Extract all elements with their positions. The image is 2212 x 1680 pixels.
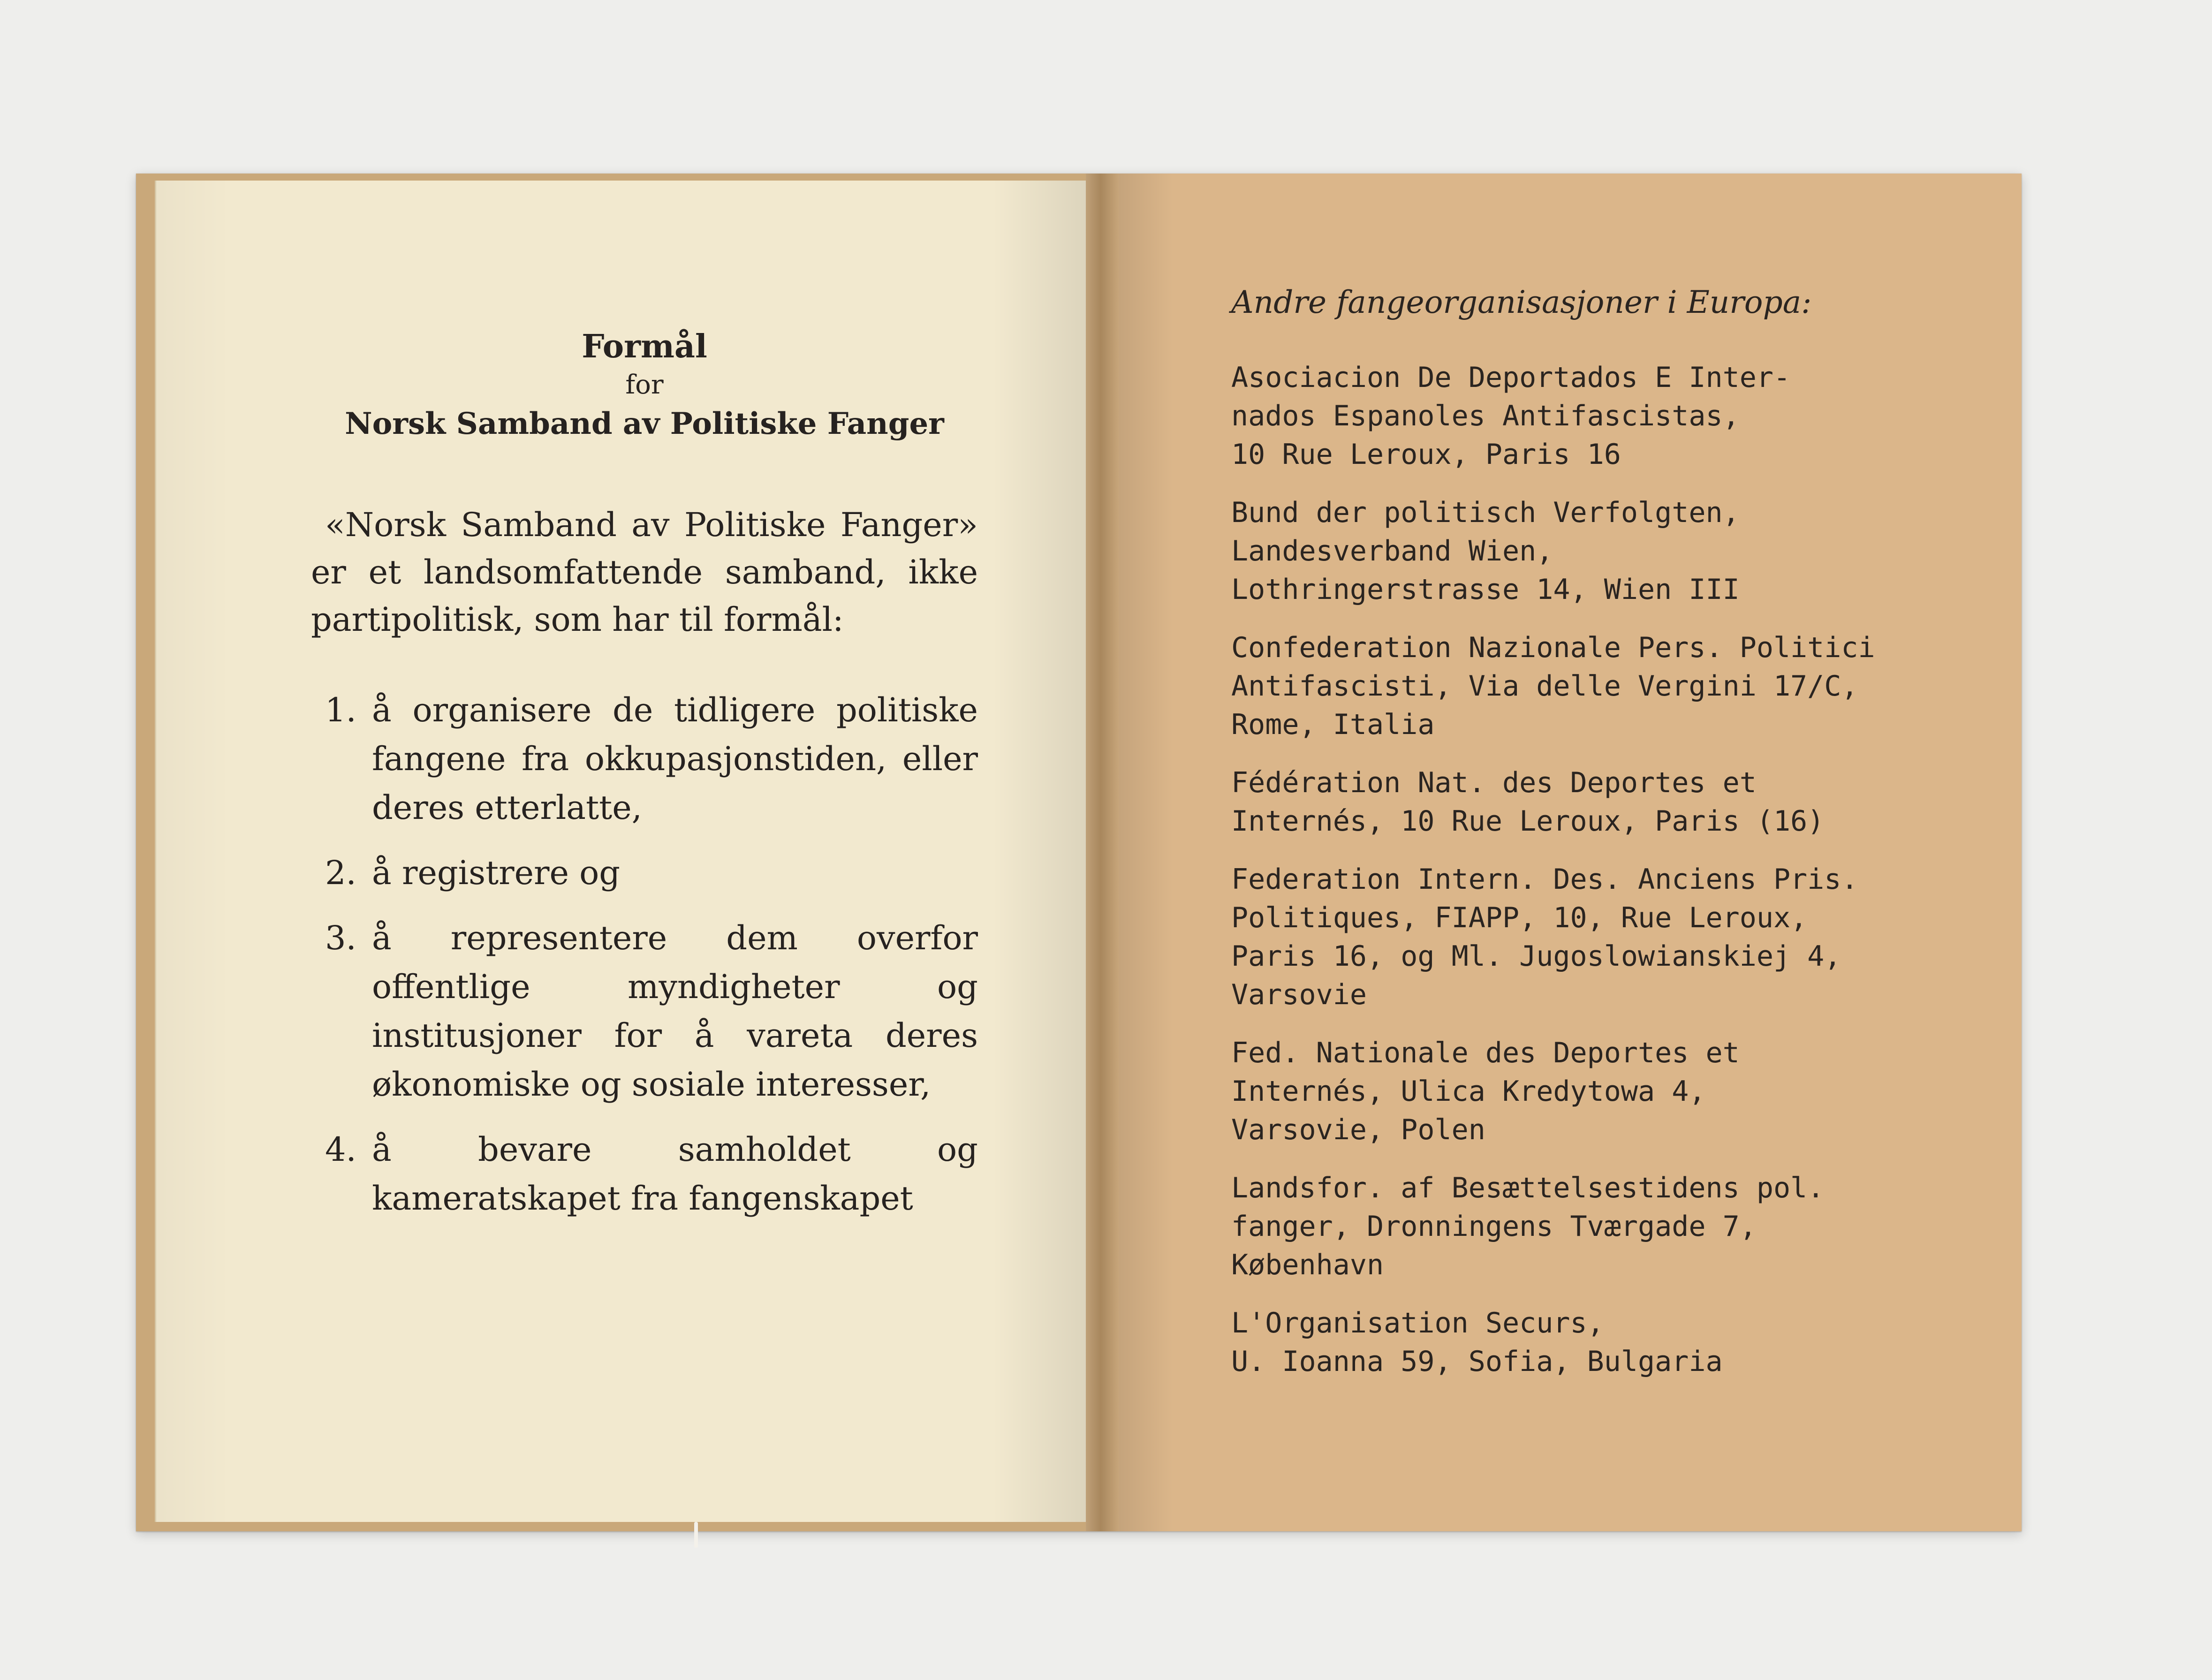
address-line: Fédération Nat. des Deportes et — [1231, 766, 1757, 800]
item-text: å organisere de tidligere politiske fangene fra okkupasjonstiden, eller deres etterlatte, — [372, 690, 978, 827]
item-text: å bevare samholdet og kameratskapet fra fangenskapet — [372, 1130, 978, 1218]
open-booklet — [136, 174, 2022, 1531]
address-line: Antifascisti, Via delle Vergini 17/C, — [1231, 670, 1858, 703]
intro-paragraph: «Norsk Samband av Politiske Fanger» er et landsomfattende samband, ikke partipolitisk, som har til formål: — [311, 505, 978, 639]
address-line: Varsovie — [1231, 978, 1367, 1012]
address-line: Rome, Italia — [1231, 708, 1435, 742]
address-line: Politiques, FIAPP, 10, Rue Leroux, — [1231, 901, 1808, 935]
address-line: Lothringerstrasse 14, Wien III — [1231, 573, 1740, 606]
item-text: å registrere og — [372, 853, 621, 892]
address-line: Varsovie, Polen — [1231, 1113, 1485, 1147]
organization-entry — [1231, 493, 1956, 609]
list-item — [311, 1125, 978, 1223]
binding-thread — [694, 1522, 698, 1548]
address-line: Fed. Nationale des Deportes et — [1231, 1037, 1740, 1070]
address-line: 10 Rue Leroux, Paris 16 — [1231, 438, 1621, 471]
item-number: 4. — [325, 1130, 356, 1169]
left-page — [155, 181, 1086, 1522]
organization-entry — [1231, 1169, 1956, 1284]
page-title: Formål — [582, 328, 707, 365]
address-line: U. Ioanna 59, Sofia, Bulgaria — [1231, 1345, 1723, 1378]
right-page — [1119, 174, 2022, 1531]
address-line: Landesverband Wien, — [1231, 535, 1553, 568]
item-number: 3. — [325, 918, 356, 957]
address-line: Paris 16, og Ml. Jugoslowianskiej 4, — [1231, 940, 1841, 973]
address-line: Bund der politisch Verfolgten, — [1231, 496, 1740, 530]
address-line: nados Espanoles Antifascistas, — [1231, 400, 1740, 433]
booklet-spine — [1086, 174, 1119, 1531]
address-line: L'Organisation Securs, — [1231, 1307, 1604, 1340]
item-number: 2. — [325, 853, 356, 892]
list-item — [311, 914, 978, 1109]
address-line: Federation Intern. Des. Anciens Pris. — [1231, 863, 1858, 896]
list-item — [311, 848, 978, 897]
address-line: fanger, Dronningens Tværgade 7, — [1231, 1210, 1757, 1243]
address-line: København — [1231, 1249, 1384, 1282]
item-number: 1. — [325, 690, 356, 729]
item-text: å representere dem overfor offentlige myndigheter og institusjoner for å vareta deres økonomiske og sosiale interesser, — [372, 918, 978, 1104]
address-line: Asociacion De Deportados E Inter- — [1231, 361, 1791, 394]
title-for: for — [625, 370, 664, 401]
organization-entry — [1231, 358, 1956, 474]
organization-entry — [1231, 628, 1956, 744]
list-item — [311, 686, 978, 832]
organization-name: Norsk Samband av Politiske Fanger — [345, 406, 944, 441]
organization-entry — [1231, 1304, 1956, 1381]
address-line: Confederation Nazionale Pers. Politici — [1231, 631, 1875, 665]
address-line: Landsfor. af Besættelsestidens pol. — [1231, 1172, 1825, 1205]
right-page-heading: Andre fangeorganisasjoner i Europa: — [1231, 284, 1812, 320]
organization-entry — [1231, 860, 1956, 1014]
organization-entry — [1231, 1034, 1956, 1149]
address-line: Internés, Ulica Kredytowa 4, — [1231, 1075, 1706, 1108]
purpose-list — [311, 686, 978, 1223]
address-line: Internés, 10 Rue Leroux, Paris (16) — [1231, 805, 1825, 838]
organization-entry — [1231, 764, 1956, 840]
